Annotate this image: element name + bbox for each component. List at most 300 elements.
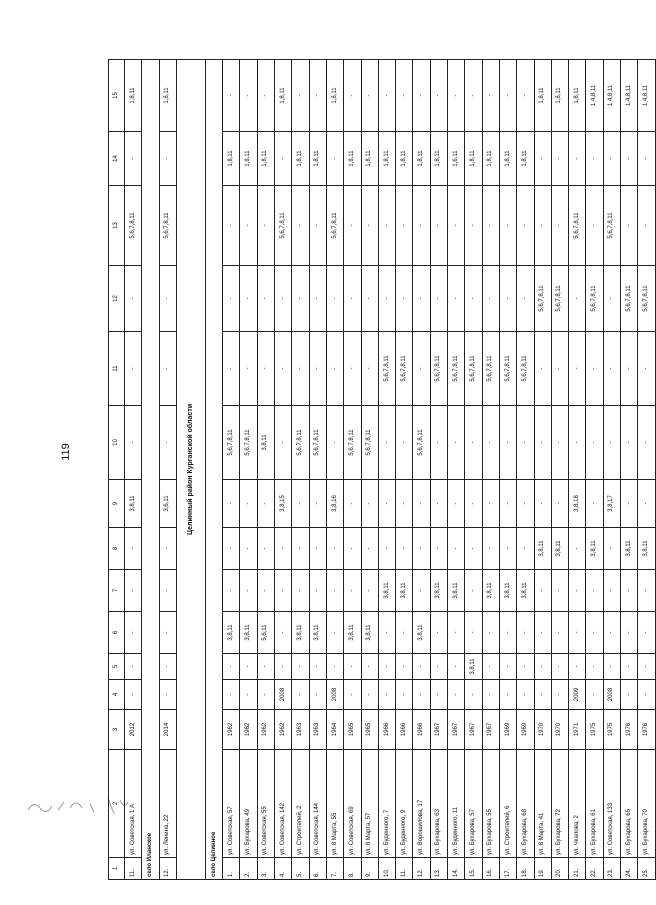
table-cell: 5,6,7,8,11 — [551, 266, 568, 332]
table-row — [551, 60, 568, 880]
table-cell: - — [603, 266, 620, 332]
table-cell: - — [569, 332, 586, 406]
table-cell: - — [638, 680, 655, 710]
table-cell: 5,6,7,8,11 — [534, 266, 551, 332]
table-cell: 2008 — [603, 680, 620, 710]
table-cell: - — [125, 528, 142, 570]
table-cell: - — [361, 266, 378, 332]
table-cell: - — [413, 528, 430, 570]
table-row — [586, 60, 603, 880]
table-cell: 1962 — [223, 710, 240, 750]
table-cell: - — [482, 406, 499, 480]
table-cell: - — [638, 612, 655, 654]
table-cell: - — [292, 332, 309, 406]
table-cell: 3,8,11 — [292, 612, 309, 654]
table-cell: - — [465, 266, 482, 332]
table-cell: 1,4,8,11 — [603, 60, 620, 132]
table-cell: 1,8,11 — [159, 60, 176, 132]
table-cell: 5,6,7,8,11 — [413, 406, 430, 480]
table-cell: - — [292, 570, 309, 612]
table-cell: - — [534, 680, 551, 710]
table-cell: - — [517, 612, 534, 654]
table-cell: - — [275, 332, 292, 406]
table-cell: - — [309, 60, 326, 132]
table-cell: 1966 — [413, 710, 430, 750]
table-row — [396, 60, 413, 880]
table-cell: - — [240, 570, 257, 612]
table-cell: 5,6,7,8,11 — [159, 186, 176, 266]
table-cell: - — [292, 528, 309, 570]
table-cell: 1969 — [499, 710, 516, 750]
table-cell: 3,8,11 — [125, 480, 142, 528]
table-cell: - — [292, 60, 309, 132]
table-cell: - — [586, 570, 603, 612]
table-cell: - — [482, 480, 499, 528]
table-cell: - — [361, 186, 378, 266]
table-row — [413, 60, 430, 880]
table-cell: 1966 — [396, 710, 413, 750]
table-cell: ул. Бухарова, 70 — [638, 750, 655, 858]
table-cell: - — [223, 680, 240, 710]
table-cell: - — [344, 60, 361, 132]
table-cell: - — [517, 680, 534, 710]
table-cell: 1,8,11 — [499, 132, 516, 186]
table-cell: 1,4,8,11 — [621, 60, 638, 132]
table-cell: - — [638, 132, 655, 186]
table-cell: - — [159, 406, 176, 480]
table-cell: - — [240, 60, 257, 132]
table-cell: 5,6,7,8,11 — [499, 332, 516, 406]
table-cell: - — [430, 680, 447, 710]
table-cell: 3. — [257, 858, 274, 880]
table-cell: 5,6,7,8,11 — [569, 186, 586, 266]
region-title: Целинный район Курганской области — [176, 60, 205, 880]
table-cell: - — [413, 480, 430, 528]
table-cell: - — [517, 60, 534, 132]
table-cell: - — [499, 60, 516, 132]
table-cell: - — [621, 570, 638, 612]
table-cell: 1975 — [603, 710, 620, 750]
page-number: 119 — [60, 443, 72, 461]
table-cell: 8. — [344, 858, 361, 880]
table-cell: ул. Бухарова, 65 — [621, 750, 638, 858]
table-cell: 1962 — [240, 710, 257, 750]
table-cell: - — [257, 570, 274, 612]
table-cell: 5,6,7,8,11 — [240, 406, 257, 480]
header-cell: 4 — [109, 680, 125, 710]
table-cell: - — [465, 60, 482, 132]
table-cell: - — [378, 680, 395, 710]
table-cell: - — [159, 266, 176, 332]
table-cell: - — [448, 406, 465, 480]
table-cell: 3,8,11 — [223, 612, 240, 654]
table-cell: 2009 — [569, 680, 586, 710]
table-cell: - — [125, 332, 142, 406]
table-cell: - — [240, 680, 257, 710]
table-cell: 1,8,11 — [223, 132, 240, 186]
table-cell: - — [551, 406, 568, 480]
table-cell: - — [603, 332, 620, 406]
table-cell: - — [309, 480, 326, 528]
table-cell: 1963 — [292, 710, 309, 750]
table-cell: 1962 — [257, 710, 274, 750]
header-row — [109, 60, 125, 880]
table-cell: - — [517, 654, 534, 680]
table-row — [292, 60, 309, 880]
table-cell: 5,6,7,8,11 — [275, 186, 292, 266]
table-cell: 1967 — [448, 710, 465, 750]
table-cell: 1,8,11 — [275, 60, 292, 132]
table-cell: - — [413, 332, 430, 406]
table-cell: - — [223, 266, 240, 332]
table-cell: - — [125, 406, 142, 480]
table-cell: - — [378, 266, 395, 332]
table-row — [603, 60, 620, 880]
table-cell: - — [465, 186, 482, 266]
table-cell: - — [326, 266, 343, 332]
table-cell: - — [499, 266, 516, 332]
table-row — [448, 60, 465, 880]
table-cell: ул. Бухарова, 72 — [551, 750, 568, 858]
table-cell: ул. Бухарова, 68 — [517, 750, 534, 858]
table-cell: 1976 — [621, 710, 638, 750]
table-cell: - — [257, 60, 274, 132]
table-cell: - — [499, 612, 516, 654]
table-cell: 1969 — [517, 710, 534, 750]
table-cell: ул. Буденного, 7 — [378, 750, 395, 858]
table-cell: 5,6,7,8,11 — [430, 332, 447, 406]
table-cell: ул. 8 Марта, 55 — [326, 750, 343, 858]
table-cell: 19. — [534, 858, 551, 880]
table-cell: - — [396, 480, 413, 528]
table-cell: - — [292, 266, 309, 332]
table-cell: 3,8,15 — [275, 480, 292, 528]
table-row — [621, 60, 638, 880]
table-cell: - — [534, 480, 551, 528]
table-cell: - — [517, 266, 534, 332]
table-cell: - — [326, 132, 343, 186]
table-cell: 5,6,7,8,11 — [448, 332, 465, 406]
table-cell: ул. Советская, 55 — [257, 750, 274, 858]
table-cell: - — [621, 612, 638, 654]
table-row — [257, 60, 274, 880]
table-row — [159, 60, 176, 880]
table-cell: - — [240, 480, 257, 528]
table-cell: - — [551, 680, 568, 710]
table-cell: ул. 8 Марта, 57 — [361, 750, 378, 858]
table-cell: 16. — [482, 858, 499, 880]
table-cell: - — [638, 332, 655, 406]
table-cell: - — [413, 266, 430, 332]
table-cell: - — [482, 680, 499, 710]
table-cell: - — [430, 612, 447, 654]
table-cell: - — [586, 680, 603, 710]
table-cell: ул. Советская, 69 — [344, 750, 361, 858]
table-cell: 1967 — [465, 710, 482, 750]
table-row — [569, 60, 586, 880]
table-cell: - — [551, 132, 568, 186]
table-cell: - — [569, 654, 586, 680]
table-cell: 21. — [569, 858, 586, 880]
header-cell: 6 — [109, 612, 125, 654]
table-cell: 5,6,7,8,11 — [517, 332, 534, 406]
table-cell: 1963 — [309, 710, 326, 750]
table-cell: 18. — [517, 858, 534, 880]
table-cell: 1,8,11 — [344, 132, 361, 186]
table-cell: - — [240, 528, 257, 570]
table-cell: - — [551, 186, 568, 266]
table-cell: - — [603, 570, 620, 612]
table-cell: - — [413, 680, 430, 710]
table-cell: 3,8,11 — [344, 612, 361, 654]
data-table — [108, 59, 656, 880]
table-cell: 1,6,11 — [448, 132, 465, 186]
header-cell: 1 — [109, 858, 125, 880]
table-cell: - — [586, 406, 603, 480]
table-row — [465, 60, 482, 880]
table-cell: - — [586, 480, 603, 528]
table-cell: - — [344, 332, 361, 406]
table-row — [361, 60, 378, 880]
table-cell: - — [275, 132, 292, 186]
table-cell: - — [292, 480, 309, 528]
table-cell: 5,6,7,8,11 — [292, 406, 309, 480]
table-cell: - — [430, 186, 447, 266]
table-cell: - — [499, 406, 516, 480]
table-row — [430, 60, 447, 880]
table-cell: ул. Бухарова, 63 — [430, 750, 447, 858]
table-row — [482, 60, 499, 880]
table-cell: - — [586, 654, 603, 680]
table-cell: - — [292, 680, 309, 710]
table-cell: 1962 — [275, 710, 292, 750]
table-cell: - — [257, 332, 274, 406]
table-cell: - — [344, 186, 361, 266]
table-cell: 1,8,11 — [326, 60, 343, 132]
table-cell: - — [292, 186, 309, 266]
table-cell: - — [482, 612, 499, 654]
table-cell: - — [413, 186, 430, 266]
table-cell: 3,8,11 — [396, 570, 413, 612]
table-cell: 1,8,11 — [517, 132, 534, 186]
table-cell: - — [159, 132, 176, 186]
table-cell: - — [309, 332, 326, 406]
section-title: село Иланское — [142, 60, 159, 880]
table-cell: - — [534, 612, 551, 654]
table-cell: - — [326, 528, 343, 570]
table-cell: - — [569, 266, 586, 332]
table-cell: 1975 — [586, 710, 603, 750]
table-cell: 2. — [240, 858, 257, 880]
table-cell: - — [396, 612, 413, 654]
table-cell: - — [448, 480, 465, 528]
table-row — [326, 60, 343, 880]
header-cell: 7 — [109, 570, 125, 612]
table-cell: - — [326, 612, 343, 654]
table-cell: 1970 — [534, 710, 551, 750]
table-cell: - — [448, 654, 465, 680]
table-cell: - — [309, 186, 326, 266]
table-cell: 3,8,11 — [551, 528, 568, 570]
table-cell: - — [534, 186, 551, 266]
section-title: село Целинное — [205, 60, 222, 880]
table-cell: - — [465, 480, 482, 528]
section-heading-row — [205, 60, 222, 880]
table-cell: - — [430, 654, 447, 680]
table-cell: - — [159, 612, 176, 654]
header-cell: 10 — [109, 406, 125, 480]
table-cell: 25. — [638, 858, 655, 880]
table-cell: 5,6,11 — [257, 612, 274, 654]
table-cell: 5,6,7,8,11 — [344, 406, 361, 480]
table-cell: - — [517, 480, 534, 528]
table-cell: ул. Советская, 57 — [223, 750, 240, 858]
table-cell: - — [448, 266, 465, 332]
header-cell: 15 — [109, 60, 125, 132]
table-cell: 1971 — [569, 710, 586, 750]
table-cell: - — [344, 266, 361, 332]
table-cell: - — [125, 132, 142, 186]
table-cell: - — [396, 406, 413, 480]
table-cell: - — [517, 528, 534, 570]
table-row — [378, 60, 395, 880]
table-cell: - — [621, 406, 638, 480]
table-cell: 1,8,11 — [465, 132, 482, 186]
table-cell: - — [257, 654, 274, 680]
table-cell: - — [275, 654, 292, 680]
table-cell: - — [499, 528, 516, 570]
table-cell: - — [326, 332, 343, 406]
table-cell: - — [378, 612, 395, 654]
table-cell: ул. Советская, 1 А — [125, 750, 142, 858]
table-cell: 3,8,11 — [621, 528, 638, 570]
table-cell: - — [430, 406, 447, 480]
table-cell: 5,6,7,8,11 — [621, 266, 638, 332]
table-cell: - — [551, 654, 568, 680]
header-cell: 3 — [109, 710, 125, 750]
table-cell: - — [603, 406, 620, 480]
table-cell: 2012 — [125, 710, 142, 750]
table-cell: - — [465, 570, 482, 612]
table-cell: - — [125, 680, 142, 710]
table-cell: ул. Строителей, 6 — [499, 750, 516, 858]
table-cell: 5,6,7,8,11 — [586, 266, 603, 332]
table-cell: - — [344, 654, 361, 680]
table-cell: 24. — [621, 858, 638, 880]
section-heading-row — [142, 60, 159, 880]
table-cell: - — [638, 570, 655, 612]
table-cell: - — [361, 60, 378, 132]
table-row — [499, 60, 516, 880]
table-cell: ул. Советская, 142 — [275, 750, 292, 858]
table-cell: - — [448, 680, 465, 710]
table-cell: - — [223, 570, 240, 612]
table-cell: - — [413, 654, 430, 680]
table-cell: - — [621, 654, 638, 680]
table-cell: - — [621, 132, 638, 186]
table-cell: - — [621, 680, 638, 710]
table-row — [517, 60, 534, 880]
table-cell: - — [603, 654, 620, 680]
header-cell: 5 — [109, 654, 125, 680]
table-cell: - — [603, 132, 620, 186]
table-cell: - — [257, 186, 274, 266]
table-cell: - — [125, 266, 142, 332]
table-cell: 1,8,11 — [396, 132, 413, 186]
table-cell: 3,8,11 — [517, 570, 534, 612]
table-cell: 1,8,11 — [534, 60, 551, 132]
table-cell: - — [361, 528, 378, 570]
table-cell: - — [430, 528, 447, 570]
table-cell: ул. Ленина, 22 — [159, 750, 176, 858]
table-cell: - — [159, 654, 176, 680]
table-cell: - — [465, 528, 482, 570]
table-cell: - — [344, 680, 361, 710]
table-cell: - — [125, 612, 142, 654]
table-cell: ул. Чкалова, 2 — [569, 750, 586, 858]
table-cell: 1,8,11 — [413, 132, 430, 186]
table-cell: - — [361, 570, 378, 612]
table-cell: 3,8,11 — [361, 612, 378, 654]
table-cell: 13. — [430, 858, 447, 880]
table-cell: - — [551, 570, 568, 612]
table-cell: - — [603, 612, 620, 654]
table-cell: ул. Буденного, 9 — [396, 750, 413, 858]
table-cell: 3,6,11 — [159, 480, 176, 528]
table-cell: 1,8,11 — [551, 60, 568, 132]
table-cell: ул. Советская, 133 — [603, 750, 620, 858]
table-cell: - — [275, 528, 292, 570]
table-cell: - — [396, 266, 413, 332]
table-cell: 1967 — [482, 710, 499, 750]
table-cell: ул. Советская, 144 — [309, 750, 326, 858]
table-cell: - — [223, 480, 240, 528]
table-cell: - — [517, 186, 534, 266]
table-cell: ул. Бухарова, 49 — [240, 750, 257, 858]
table-cell: - — [361, 680, 378, 710]
table-cell: - — [396, 528, 413, 570]
table-row — [309, 60, 326, 880]
table-cell: - — [125, 570, 142, 612]
table-cell: 1,8,11 — [378, 132, 395, 186]
table-cell: 9. — [361, 858, 378, 880]
table-cell: - — [361, 332, 378, 406]
table-cell: 11. — [396, 858, 413, 880]
table-cell: 5,6,7,8,11 — [638, 266, 655, 332]
table-cell: 12. — [413, 858, 430, 880]
table-cell: 1,8,11 — [257, 132, 274, 186]
table-cell: - — [551, 612, 568, 654]
table-cell: - — [482, 266, 499, 332]
table-cell: - — [534, 654, 551, 680]
table-cell: - — [275, 570, 292, 612]
table-cell: 3,8,11 — [482, 570, 499, 612]
table-cell: 1965 — [344, 710, 361, 750]
header-cell: 8 — [109, 528, 125, 570]
table-cell: - — [275, 406, 292, 480]
table-cell: 1. — [223, 858, 240, 880]
table-cell: 3,8,11 — [430, 570, 447, 612]
table-cell: 1966 — [378, 710, 395, 750]
table-cell: 5,6,7,8,11 — [603, 186, 620, 266]
region-heading-row — [176, 60, 205, 880]
table-cell: 5. — [292, 858, 309, 880]
table-cell: - — [586, 186, 603, 266]
table-cell: - — [499, 186, 516, 266]
table-cell: 1,8,11 — [361, 132, 378, 186]
table-cell: 1,8,11 — [430, 132, 447, 186]
table-cell: - — [638, 654, 655, 680]
